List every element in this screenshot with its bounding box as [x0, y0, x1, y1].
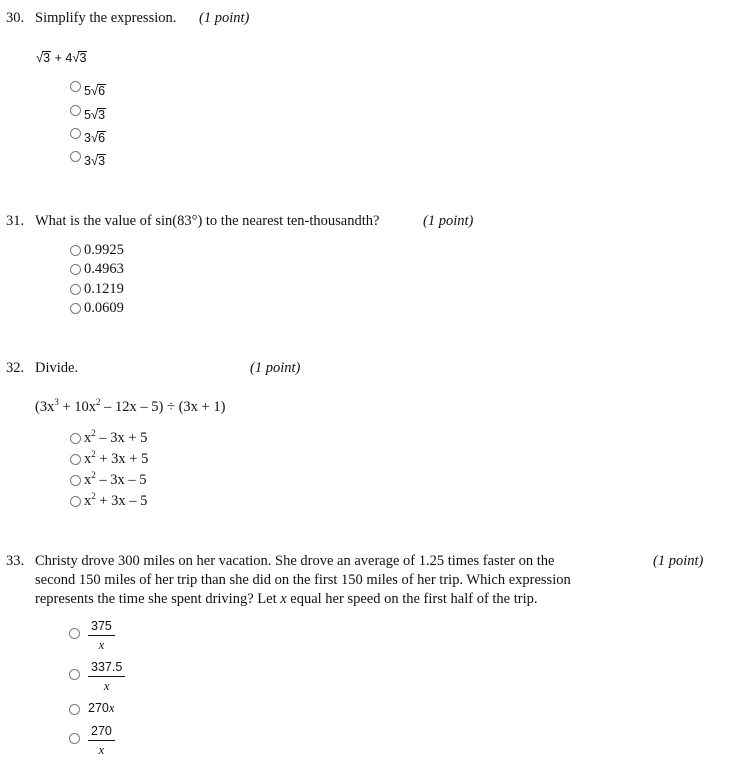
option-radio[interactable] — [70, 81, 81, 92]
question-text: Divide. — [35, 360, 79, 376]
sqrt-icon: √ — [90, 153, 99, 168]
option-radio[interactable] — [70, 496, 81, 507]
option-radio[interactable] — [70, 128, 81, 139]
option-fraction: $\frac{270}{x}$ — [88, 723, 115, 759]
expression: $(3x^3 + 10x^2 - 12x - 5) \div (3x + 1)$ — [35, 397, 226, 415]
sqrt-icon: √ — [72, 50, 80, 65]
option-label: 270x — [88, 701, 115, 715]
question-text: Simplify the expression. — [35, 10, 177, 26]
option-radio[interactable] — [70, 433, 81, 444]
option-label: 0.1219 — [84, 281, 124, 297]
option-label: 3√6 — [84, 130, 106, 145]
question-text: What is the value of sin(83°) to the nearest ten-thousandth? — [35, 213, 380, 229]
question-text-line: Christy drove 300 miles on her vacation. She drove an average of 1.25 times faster on the — [35, 553, 555, 569]
points-label: (1 point) — [199, 10, 250, 26]
question-number: 30. — [6, 10, 25, 26]
option-fraction: $\frac{375}{x}$ — [88, 618, 115, 654]
points-label: (1 point) — [250, 360, 301, 376]
option-radio[interactable] — [70, 245, 81, 256]
question-text-line: second 150 miles of her trip than she did on the first 150 miles of her trip. Which expression — [35, 572, 571, 588]
option-radio[interactable] — [69, 669, 80, 680]
question-number: 33. — [6, 553, 25, 569]
option-label: 5√6 — [84, 83, 106, 98]
question-number: 32. — [6, 360, 25, 376]
points-label: (1 point) — [423, 213, 474, 229]
option-label: 0.9925 — [84, 242, 124, 258]
option-label: 5√3 — [84, 107, 106, 122]
option-label: $x^2 - 3x + 5$ — [84, 428, 148, 446]
sqrt-icon: √ — [36, 50, 44, 65]
option-radio[interactable] — [70, 284, 81, 295]
option-radio[interactable] — [70, 303, 81, 314]
option-radio[interactable] — [70, 264, 81, 275]
option-fraction: $\frac{337.5}{x}$ — [88, 659, 125, 695]
sqrt-icon: √ — [90, 130, 99, 145]
option-label: $x^2 + 3x + 5$ — [84, 449, 149, 467]
option-radio[interactable] — [69, 733, 80, 744]
option-label: $x^2 - 3x - 5$ — [84, 470, 147, 488]
option-radio[interactable] — [69, 628, 80, 639]
option-radio[interactable] — [69, 704, 80, 715]
option-label: 0.0609 — [84, 300, 124, 316]
sqrt-icon: √ — [90, 107, 99, 122]
option-label: 0.4963 — [84, 261, 124, 277]
option-radio[interactable] — [70, 151, 81, 162]
option-radio[interactable] — [70, 105, 81, 116]
question-text-line: represents the time she spent driving? Let x equal her speed on the first half of the trip. — [35, 591, 538, 607]
option-label: $x^2 + 3x - 5$ — [84, 491, 148, 509]
question-number: 31. — [6, 213, 25, 229]
sqrt-icon: √ — [90, 83, 99, 98]
option-radio[interactable] — [70, 454, 81, 465]
points-label: (1 point) — [653, 553, 704, 569]
option-radio[interactable] — [70, 475, 81, 486]
option-label: 3√3 — [84, 153, 106, 168]
expression: √3 + 4√3 — [36, 50, 87, 65]
